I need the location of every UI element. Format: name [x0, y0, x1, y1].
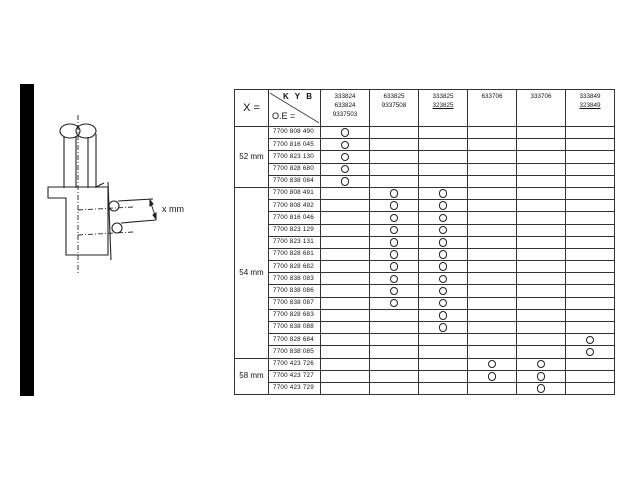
fitment-marker-icon: [488, 360, 497, 369]
fitment-cell: [468, 334, 517, 346]
table-row: [235, 334, 615, 346]
fitment-marker-icon: [439, 287, 448, 296]
fitment-cell: [419, 187, 468, 199]
fitment-marker-icon: [390, 201, 399, 210]
fitment-cell: [566, 322, 615, 334]
fitment-cell: [517, 224, 566, 236]
fitment-cell: [370, 382, 419, 394]
strut-top-left-lobe: [60, 124, 80, 138]
fitment-cell: [468, 248, 517, 260]
size-group-label: 54 mm: [235, 187, 269, 358]
product-code: 333824: [334, 93, 356, 100]
fitment-cell: [517, 309, 566, 321]
fitment-marker-icon: [390, 250, 399, 259]
oe-number: 7700 828 682: [269, 261, 321, 273]
oe-number: 7700 828 684: [269, 334, 321, 346]
fitment-cell: [419, 248, 468, 260]
fitment-cell: [419, 151, 468, 163]
table-row: [235, 212, 615, 224]
oe-number: 7700 838 084: [269, 175, 321, 187]
fitment-cell: [370, 346, 419, 358]
fitment-cell: [370, 297, 419, 309]
fitment-cell: [517, 297, 566, 309]
fitment-cell: [468, 358, 517, 370]
fitment-cell: [370, 175, 419, 187]
fitment-marker-icon: [439, 275, 448, 284]
oe-number: 7700 823 131: [269, 236, 321, 248]
fitment-marker-icon: [439, 201, 448, 210]
fitment-marker-icon: [341, 153, 350, 162]
fitment-cell: [517, 346, 566, 358]
table-row: [235, 358, 615, 370]
oe-number: 7700 828 683: [269, 309, 321, 321]
fitment-cell: [370, 163, 419, 175]
oe-label: O.E =: [272, 111, 296, 121]
fitment-marker-icon: [390, 214, 399, 223]
product-code: 9337508: [381, 102, 407, 109]
oe-number: 7700 828 681: [269, 248, 321, 260]
fitment-cell: [517, 175, 566, 187]
table-row: [235, 309, 615, 321]
oe-number: 7700 816 046: [269, 212, 321, 224]
fitment-marker-icon: [390, 226, 399, 235]
fitment-cell: [566, 151, 615, 163]
fitment-marker-icon: [439, 262, 448, 271]
fitment-cell: [370, 212, 419, 224]
oe-number: 7700 838 085: [269, 346, 321, 358]
fitment-cell: [468, 187, 517, 199]
product-col-header: [419, 90, 468, 127]
fitment-cell: [370, 322, 419, 334]
fitment-cell: [321, 273, 370, 285]
fitment-cell: [468, 139, 517, 151]
product-code: 633824: [334, 102, 356, 109]
fitment-marker-icon: [390, 189, 399, 198]
fitment-cell: [370, 309, 419, 321]
fitment-cell: [517, 187, 566, 199]
fitment-cell: [370, 248, 419, 260]
fitment-cell: [370, 261, 419, 273]
oe-number: 7700 838 086: [269, 285, 321, 297]
fitment-marker-icon: [341, 128, 350, 137]
fitment-marker-icon: [439, 214, 448, 223]
fitment-cell: [419, 346, 468, 358]
fitment-cell: [468, 151, 517, 163]
fitment-cell: [566, 309, 615, 321]
fitment-cell: [321, 309, 370, 321]
fitment-cell: [517, 285, 566, 297]
product-code: 9337503: [332, 111, 358, 118]
oe-number: 7700 423 726: [269, 358, 321, 370]
fitment-cell: [321, 127, 370, 139]
fitment-marker-icon: [439, 250, 448, 259]
mount-hole-bottom: [112, 223, 122, 233]
fitment-cell: [321, 200, 370, 212]
fitment-cell: [468, 163, 517, 175]
table-body: [235, 127, 615, 395]
fitment-cell: [370, 200, 419, 212]
fitment-cell: [566, 175, 615, 187]
table-row: [235, 370, 615, 382]
fitment-cell: [321, 261, 370, 273]
oe-number: 7700 823 130: [269, 151, 321, 163]
fitment-cell: [321, 382, 370, 394]
fitment-cell: [321, 139, 370, 151]
fitment-marker-icon: [390, 287, 399, 296]
x-label: X =: [235, 90, 269, 127]
table-row: [235, 236, 615, 248]
fitment-cell: [566, 370, 615, 382]
table-row: [235, 248, 615, 260]
fitment-cell: [370, 273, 419, 285]
fitment-cell: [517, 163, 566, 175]
fitment-cell: [517, 370, 566, 382]
table-row: [235, 273, 615, 285]
fitment-cell: [517, 212, 566, 224]
fitment-cell: [419, 309, 468, 321]
fitment-cell: [370, 224, 419, 236]
fitment-marker-icon: [341, 165, 350, 174]
fitment-cell: [321, 151, 370, 163]
fitment-cell: [468, 175, 517, 187]
fitment-marker-icon: [390, 299, 399, 308]
fitment-cell: [566, 358, 615, 370]
fitment-cell: [419, 297, 468, 309]
oe-number: 7700 838 083: [269, 273, 321, 285]
fitment-cell: [566, 334, 615, 346]
fitment-cell: [321, 212, 370, 224]
fitment-cell: [321, 334, 370, 346]
fitment-marker-icon: [439, 226, 448, 235]
x-mm-label: x mm: [162, 204, 184, 214]
oe-number: 7700 838 088: [269, 322, 321, 334]
fitment-cell: [419, 175, 468, 187]
product-code: 333706: [530, 93, 552, 100]
fitment-cell: [468, 224, 517, 236]
fitment-marker-icon: [341, 177, 350, 186]
fitment-cell: [468, 261, 517, 273]
fitment-cell: [419, 382, 468, 394]
fitment-cell: [419, 370, 468, 382]
fitment-cell: [370, 285, 419, 297]
oe-number: 7700 423 727: [269, 370, 321, 382]
fitment-cell: [468, 127, 517, 139]
fitment-cell: [517, 322, 566, 334]
fitment-cell: [566, 346, 615, 358]
fitment-marker-icon: [439, 238, 448, 247]
kyb-oe-header: [269, 90, 321, 127]
product-code: 333825: [432, 93, 454, 100]
fitment-cell: [419, 273, 468, 285]
fitment-cell: [370, 370, 419, 382]
fitment-cell: [468, 346, 517, 358]
fitment-cell: [566, 261, 615, 273]
fitment-cell: [419, 358, 468, 370]
table-row: [235, 297, 615, 309]
fitment-cell: [321, 297, 370, 309]
fitment-cell: [370, 236, 419, 248]
fitment-cell: [517, 200, 566, 212]
fitment-cell: [566, 127, 615, 139]
fitment-cell: [517, 139, 566, 151]
fitment-cell: [370, 187, 419, 199]
fitment-cell: [566, 285, 615, 297]
oe-number: 7700 808 491: [269, 187, 321, 199]
fitment-marker-icon: [586, 348, 595, 357]
product-code: 633825: [383, 93, 405, 100]
oe-number: 7700 828 680: [269, 163, 321, 175]
oe-number: 7700 823 129: [269, 224, 321, 236]
fitment-cell: [468, 370, 517, 382]
fitment-cell: [566, 187, 615, 199]
oe-number: 7700 838 087: [269, 297, 321, 309]
fitment-cell: [321, 322, 370, 334]
fitment-marker-icon: [439, 323, 448, 332]
fitment-cell: [419, 127, 468, 139]
fitment-cell: [419, 236, 468, 248]
fitment-cell: [419, 285, 468, 297]
table-row: [235, 382, 615, 394]
product-col-header: [468, 90, 517, 127]
fitment-cell: [517, 248, 566, 260]
table-row: [235, 163, 615, 175]
fitment-cell: [321, 236, 370, 248]
fitment-marker-icon: [537, 360, 546, 369]
table-row: [235, 322, 615, 334]
brand-label: K Y B: [282, 92, 314, 101]
table-row: [235, 224, 615, 236]
table-row: [235, 175, 615, 187]
fitment-cell: [468, 200, 517, 212]
fitment-cell: [419, 322, 468, 334]
sidebar-bar: [20, 84, 34, 396]
fitment-cell: [419, 200, 468, 212]
fitment-marker-icon: [390, 275, 399, 284]
fitment-cell: [468, 212, 517, 224]
fitment-cell: [566, 163, 615, 175]
fitment-cell: [517, 273, 566, 285]
fitment-cell: [321, 346, 370, 358]
fitment-cell: [321, 248, 370, 260]
fitment-cell: [321, 370, 370, 382]
product-col-header: [370, 90, 419, 127]
fitment-cell: [321, 358, 370, 370]
fitment-cell: [566, 297, 615, 309]
fitment-cell: [517, 127, 566, 139]
fitment-cell: [468, 297, 517, 309]
fitment-cell: [517, 151, 566, 163]
oe-number: 7700 423 729: [269, 382, 321, 394]
fitment-cell: [566, 248, 615, 260]
fitment-cell: [566, 200, 615, 212]
table-row: [235, 261, 615, 273]
size-group-label: 58 mm: [235, 358, 269, 395]
fitment-cell: [468, 285, 517, 297]
fitment-cell: [517, 382, 566, 394]
fitment-cell: [419, 224, 468, 236]
fitment-marker-icon: [390, 238, 399, 247]
fitment-marker-icon: [390, 262, 399, 271]
product-code: 333849: [579, 93, 601, 100]
table-row: [235, 127, 615, 139]
fitment-cell: [468, 236, 517, 248]
oe-number: 7700 816 045: [269, 139, 321, 151]
fitment-marker-icon: [439, 299, 448, 308]
fitment-cell: [468, 382, 517, 394]
fitment-cell: [468, 322, 517, 334]
fitment-cell: [517, 358, 566, 370]
fitment-cell: [517, 261, 566, 273]
strut-top-right-lobe: [76, 124, 96, 138]
fitment-marker-icon: [537, 384, 546, 393]
mount-hole-top: [109, 201, 119, 211]
product-code: 323849: [579, 102, 601, 109]
fitment-cell: [370, 334, 419, 346]
fitment-cell: [566, 212, 615, 224]
fitment-marker-icon: [341, 141, 350, 150]
fitment-cell: [370, 358, 419, 370]
table-row: [235, 200, 615, 212]
oe-number: 7700 808 490: [269, 127, 321, 139]
fitment-cell: [370, 151, 419, 163]
product-col-header: [321, 90, 370, 127]
fitment-cell: [321, 175, 370, 187]
fitment-cell: [566, 236, 615, 248]
product-code: 323825: [432, 102, 454, 109]
fitment-cell: [566, 273, 615, 285]
size-group-label: 52 mm: [235, 127, 269, 188]
fitment-cell: [468, 309, 517, 321]
fitment-cell: [419, 139, 468, 151]
fitment-marker-icon: [586, 336, 595, 345]
fitment-marker-icon: [537, 372, 546, 381]
table-row: [235, 285, 615, 297]
header-row: [235, 90, 615, 127]
fitment-cell: [419, 261, 468, 273]
table-row: [235, 346, 615, 358]
fitment-marker-icon: [488, 372, 497, 381]
fitment-cell: [321, 285, 370, 297]
product-col-header: [566, 90, 615, 127]
product-col-header: [517, 90, 566, 127]
fitment-cell: [419, 212, 468, 224]
fitment-cell: [566, 382, 615, 394]
fitment-cell: [517, 334, 566, 346]
fitment-cell: [321, 163, 370, 175]
fitment-marker-icon: [439, 311, 448, 320]
cross-reference-table: [234, 89, 615, 395]
table-row: [235, 151, 615, 163]
fitment-marker-icon: [439, 189, 448, 198]
fitment-cell: [370, 127, 419, 139]
fitment-cell: [370, 139, 419, 151]
fitment-cell: [566, 224, 615, 236]
fitment-cell: [566, 139, 615, 151]
fitment-cell: [321, 224, 370, 236]
fitment-cell: [419, 334, 468, 346]
table-row: [235, 187, 615, 199]
fitment-cell: [517, 236, 566, 248]
table-row: [235, 139, 615, 151]
fitment-cell: [468, 273, 517, 285]
oe-number: 7700 808 492: [269, 200, 321, 212]
fitment-cell: [321, 187, 370, 199]
strut-diagram: [38, 110, 208, 280]
fitment-cell: [419, 163, 468, 175]
product-code: 633706: [481, 93, 503, 100]
